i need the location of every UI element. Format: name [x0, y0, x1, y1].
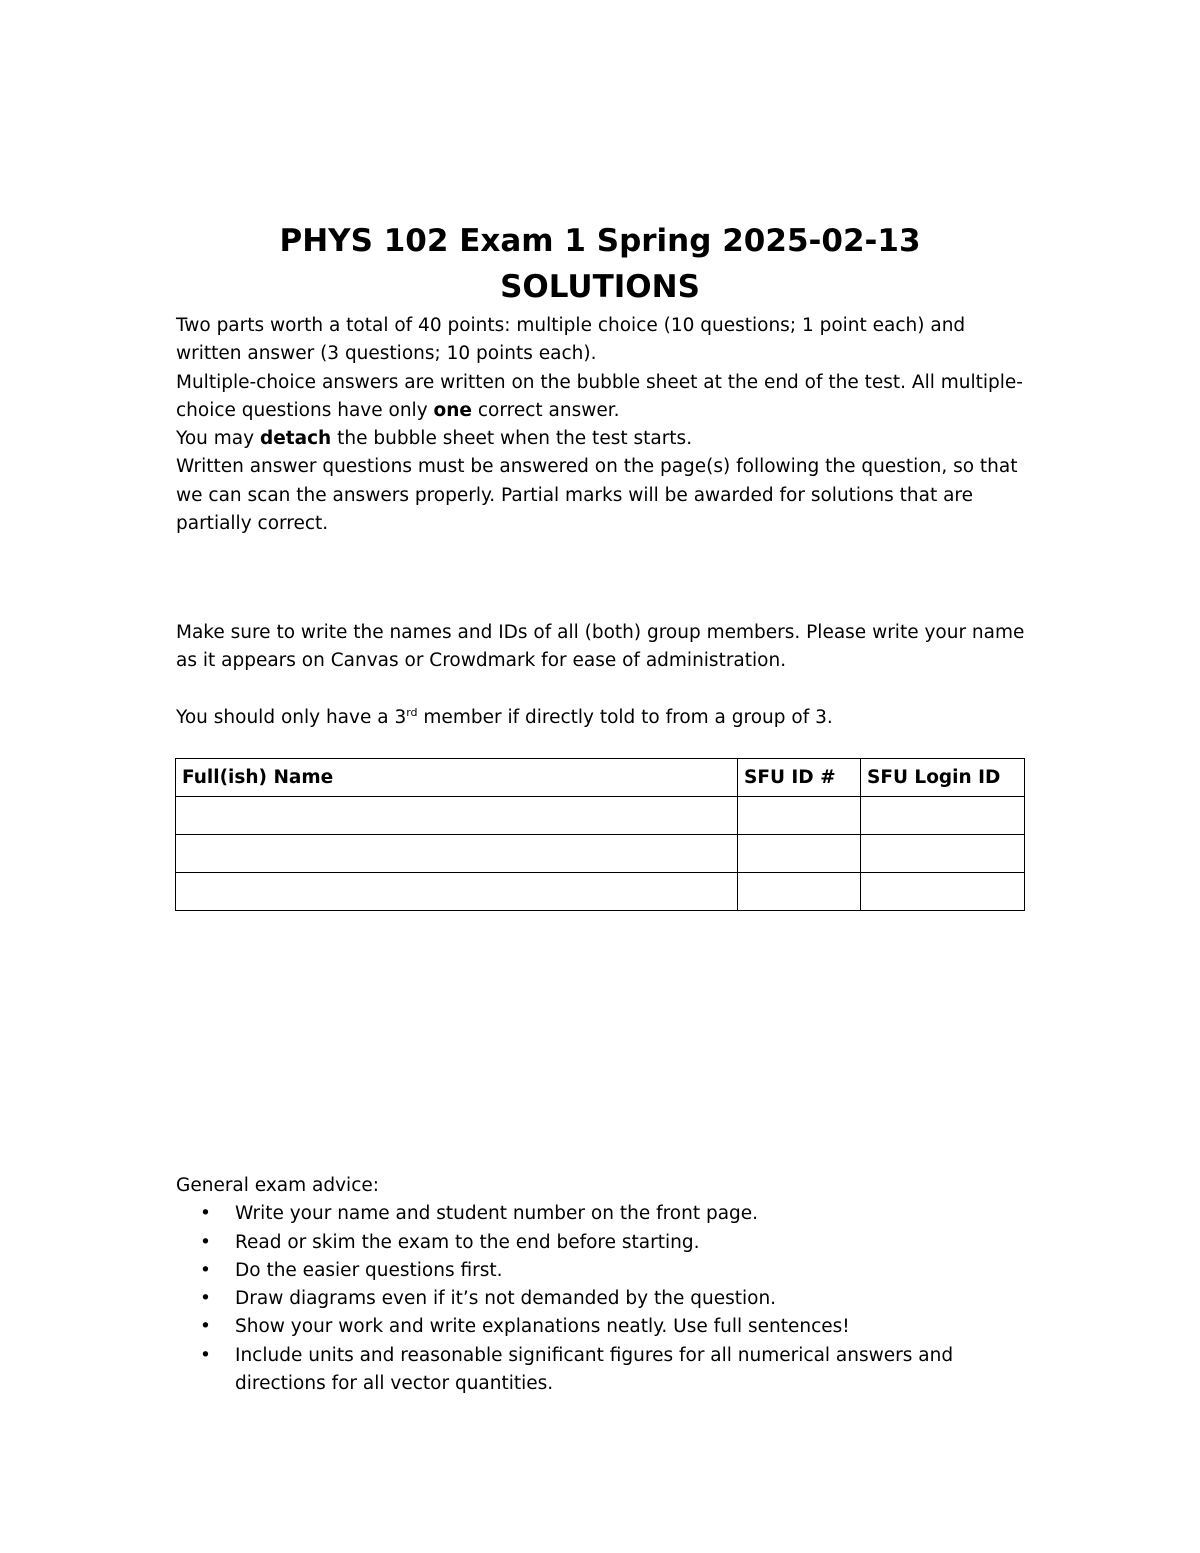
instructions-detach	[176, 425, 1036, 453]
sfu-id-cell[interactable]	[738, 797, 861, 835]
bullet-icon: •	[200, 1203, 211, 1225]
header-sfu-id: SFU ID #	[738, 759, 861, 797]
group-members-note: Make sure to write the names and IDs of all (both) group members. Please write your name as it appears on Canvas or Crowdmark for ease of administration.	[176, 622, 1025, 672]
name-cell[interactable]	[176, 873, 738, 911]
name-cell[interactable]	[176, 835, 738, 873]
instructions-written-answers: Written answer questions must be answered on the page(s) following the question, so that we can scan the answers properly. Partial marks will be awarded for solutions that are partially correct.	[176, 456, 1018, 535]
exam-advice	[176, 1172, 1036, 1398]
advice-text: Include units and reasonable significant figures for all numerical answers and directions for all vector quantities.	[235, 1344, 954, 1395]
group-member-id-table	[175, 758, 1025, 911]
bullet-icon: •	[200, 1231, 211, 1253]
bullet-icon: •	[200, 1259, 211, 1281]
paragraph-spacer	[176, 676, 1036, 704]
advice-text: Show your work and write explanations neatly. Use full sentences!	[235, 1316, 850, 1338]
advice-heading: General exam advice:	[176, 1175, 379, 1196]
bullet-icon: •	[200, 1344, 211, 1366]
advice-text: Draw diagrams even if it’s not demanded by the question.	[235, 1288, 777, 1310]
third-member-text-start: You should only have a 3	[176, 706, 407, 728]
bullet-icon: •	[200, 1288, 211, 1310]
instructions-parts: Two parts worth a total of 40 points: multiple choice (10 questions; 1 point each) and written answer (3 questions; 10 points each).	[176, 315, 966, 365]
bullet-icon: •	[200, 1316, 211, 1338]
group-instructions	[176, 619, 1036, 732]
third-member-note	[176, 704, 1036, 732]
instructions-detach-text-start: You may	[176, 428, 260, 450]
table-header-row	[176, 759, 1025, 797]
header-full-name: Full(ish) Name	[176, 759, 738, 797]
exam-title-main: PHYS 102 Exam 1 Spring 2025-02-13	[279, 223, 921, 259]
table-row	[176, 835, 1025, 873]
instructions-mc-emphasis: one	[433, 399, 472, 421]
instructions-mc-text-end: correct answer.	[471, 399, 620, 421]
list-item	[176, 1313, 1036, 1341]
name-cell[interactable]	[176, 797, 738, 835]
list-item	[176, 1200, 1036, 1228]
sfu-login-cell[interactable]	[861, 873, 1025, 911]
list-item	[176, 1285, 1036, 1313]
header-sfu-login: SFU Login ID	[861, 759, 1025, 797]
exam-title	[0, 218, 1200, 310]
third-member-text-end: member if directly told to from a group of 3.	[417, 706, 833, 728]
exam-title-solutions: SOLUTIONS	[500, 269, 700, 305]
sfu-id-cell[interactable]	[738, 835, 861, 873]
advice-text: Write your name and student number on the front page.	[235, 1203, 759, 1225]
table-row	[176, 873, 1025, 911]
list-item	[176, 1257, 1036, 1285]
instructions-detach-emphasis: detach	[259, 428, 332, 450]
advice-list	[176, 1200, 1036, 1398]
ordinal-suffix: rd	[406, 705, 418, 719]
sfu-login-cell[interactable]	[861, 797, 1025, 835]
instructions-mc-text-start: Multiple-choice answers are written on the bubble sheet at the end of the test. All multiple-choice questions have only	[176, 371, 1023, 421]
advice-text: Do the easier questions first.	[235, 1259, 503, 1281]
sfu-id-cell[interactable]	[738, 873, 861, 911]
advice-text: Read or skim the exam to the end before starting.	[235, 1231, 700, 1253]
table-row	[176, 797, 1025, 835]
list-item	[176, 1342, 1036, 1399]
instructions-multiple-choice	[176, 369, 1036, 426]
sfu-login-cell[interactable]	[861, 835, 1025, 873]
list-item	[176, 1229, 1036, 1257]
exam-instructions	[176, 312, 1036, 538]
instructions-detach-text-end: the bubble sheet when the test starts.	[331, 428, 693, 450]
